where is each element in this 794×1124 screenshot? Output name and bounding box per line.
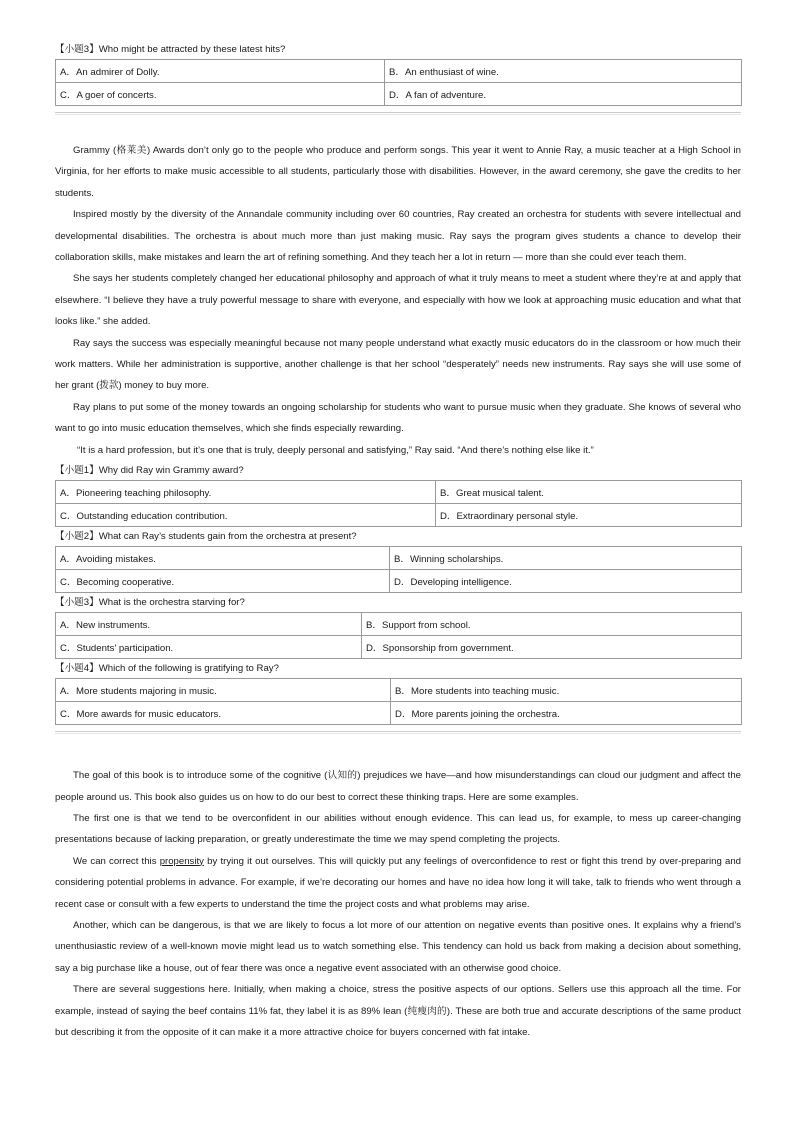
passage-cognitive-bias [55, 765, 741, 1043]
options-table [55, 612, 742, 659]
paragraph: Inspired mostly by the diversity of the Annandale community including over 60 countries, Ray created an orchestra for students with severe intellectual and developmental disabilities. The orchestra is about much more than just making music. Ray says the program gives students a chance to develop their collaboration skills, make mistakes and learn the art of refining something. And they teach her a lot in return — more than she could ever teach them. [55, 209, 741, 264]
question-stem: 【小题3】What is the orchestra starving for? [55, 597, 245, 609]
paragraph: The first one is that we tend to be overconfident in our abilities without enough evidence. This can lead us, for example, to mess up career-changing presentations because of lacking preparation, or greatly underestimate the time we may spend completing the projects. [55, 812, 741, 846]
document-page [55, 40, 741, 1043]
question-stem: 【小题1】Why did Ray win Grammy award? [55, 465, 244, 477]
option-a[interactable]: A．New instruments. [56, 613, 362, 636]
option-c[interactable]: C．Becoming cooperative. [56, 570, 390, 593]
text-run: by trying it out ourselves. This will quickly put any feelings of overconfidence to rest or fight this trend by over-preparing and considering potential problems in advance. For example, if we’re decorating our homes and have no idea how long it will take, talk to friends who went through a recent case or consult with a few experts to understand the time the project costs and what problems may arise. [55, 855, 741, 910]
paragraph [55, 851, 741, 915]
option-d[interactable]: D．Sponsorship from government. [362, 636, 742, 659]
option-d[interactable]: D．A fan of adventure. [385, 83, 742, 106]
options-table [55, 678, 742, 725]
paragraph: Grammy (格莱美) Awards don’t only go to the people who produce and perform songs. This year it went to Annie Ray, a music teacher at a High School in Virginia, for her efforts to make music accessible to all students, particularly those with disabilities. However, in the award ceremony, she gave the credits to her students. [55, 145, 741, 199]
options-table [55, 480, 742, 527]
text-run: We can correct this [73, 855, 160, 867]
underlined-word: propensity [159, 855, 204, 867]
paragraph: “It is a hard profession, but it’s one that is truly, deeply personal and satisfying,” Ray said. “And there’s nothing else like it.” [77, 444, 594, 456]
options-table [55, 59, 742, 106]
option-d[interactable]: D．Developing intelligence. [390, 570, 742, 593]
question-stem: 【小题2】What can Ray’s students gain from the orchestra at present? [55, 531, 357, 543]
paragraph: Another, which can be dangerous, is that we are likely to focus a lot more of our attention on negative events than positive ones. It explains why a friend’s unenthusiastic review of a well-known movie might lead us to watch something else. This tendency can hold us back from making a decision about something, say a big purchase like a house, out of fear there was once a negative event associated with an otherwise good choice. [55, 919, 741, 974]
option-b[interactable]: B．Great musical talent. [436, 481, 742, 504]
option-d[interactable]: D．Extraordinary personal style. [436, 504, 742, 527]
option-c[interactable]: C．A goer of concerts. [56, 83, 385, 106]
option-b[interactable]: B．Support from school. [362, 613, 742, 636]
option-c[interactable]: C．Outstanding education contribution. [56, 504, 436, 527]
option-b[interactable]: B．An enthusiast of wine. [385, 60, 742, 83]
option-a[interactable]: A．Pioneering teaching philosophy. [56, 481, 436, 504]
paragraph: There are several suggestions here. Initially, when making a choice, stress the positive aspects of our options. Sellers use this approach all the time. For example, instead of saying the beef contains 11% fat, they label it is as 89% lean (纯瘦肉的). These are both true and accurate descriptions of the same product but describing it from the opposite of it can make it a more attractive choice for buyers concerned with fat intake. [55, 984, 741, 1038]
paragraph: The goal of this book is to introduce some of the cognitive (认知的) prejudices we have—and how misunderstandings can cloud our judgment and affect the people around us. This book also guides us on how to do our best to correct these thinking traps. Here are some examples. [55, 770, 741, 803]
option-a[interactable]: A．More students majoring in music. [56, 679, 391, 702]
option-c[interactable]: C．More awards for music educators. [56, 702, 391, 725]
paragraph: She says her students completely changed her educational philosophy and approach of what it truly means to meet a student where they’re at and apply that elsewhere. “I believe they have a truly powerful message to share with everyone, and especially with how we look at approaching music education and what that looks like.” she added. [55, 273, 741, 328]
option-c[interactable]: C．Students’ participation. [56, 636, 362, 659]
paragraph: Ray says the success was especially meaningful because not many people understand what exactly music educators do in the classroom or how much their work matters. While her administration is supportive, another challenge is that her school “desperately” needs new instruments. Ray says she will use some of her grant (拨款) money to buy more. [55, 337, 741, 392]
option-b[interactable]: B．Winning scholarships. [390, 547, 742, 570]
options-table [55, 546, 742, 593]
question-stem: 【小题4】Which of the following is gratifying to Ray? [55, 663, 279, 675]
option-d[interactable]: D．More parents joining the orchestra. [391, 702, 742, 725]
option-a[interactable]: A．Avoiding mistakes. [56, 547, 390, 570]
question-stem: 【小题3】Who might be attracted by these latest hits? [55, 44, 286, 55]
passage-grammy [55, 140, 741, 461]
option-a[interactable]: A．An admirer of Dolly. [56, 60, 385, 83]
option-b[interactable]: B．More students into teaching music. [391, 679, 742, 702]
paragraph: Ray plans to put some of the money towards an ongoing scholarship for students who want to pursue music when they graduate. She knows of several who want to go into music education themselves, which she finds especially rewarding. [55, 401, 741, 435]
